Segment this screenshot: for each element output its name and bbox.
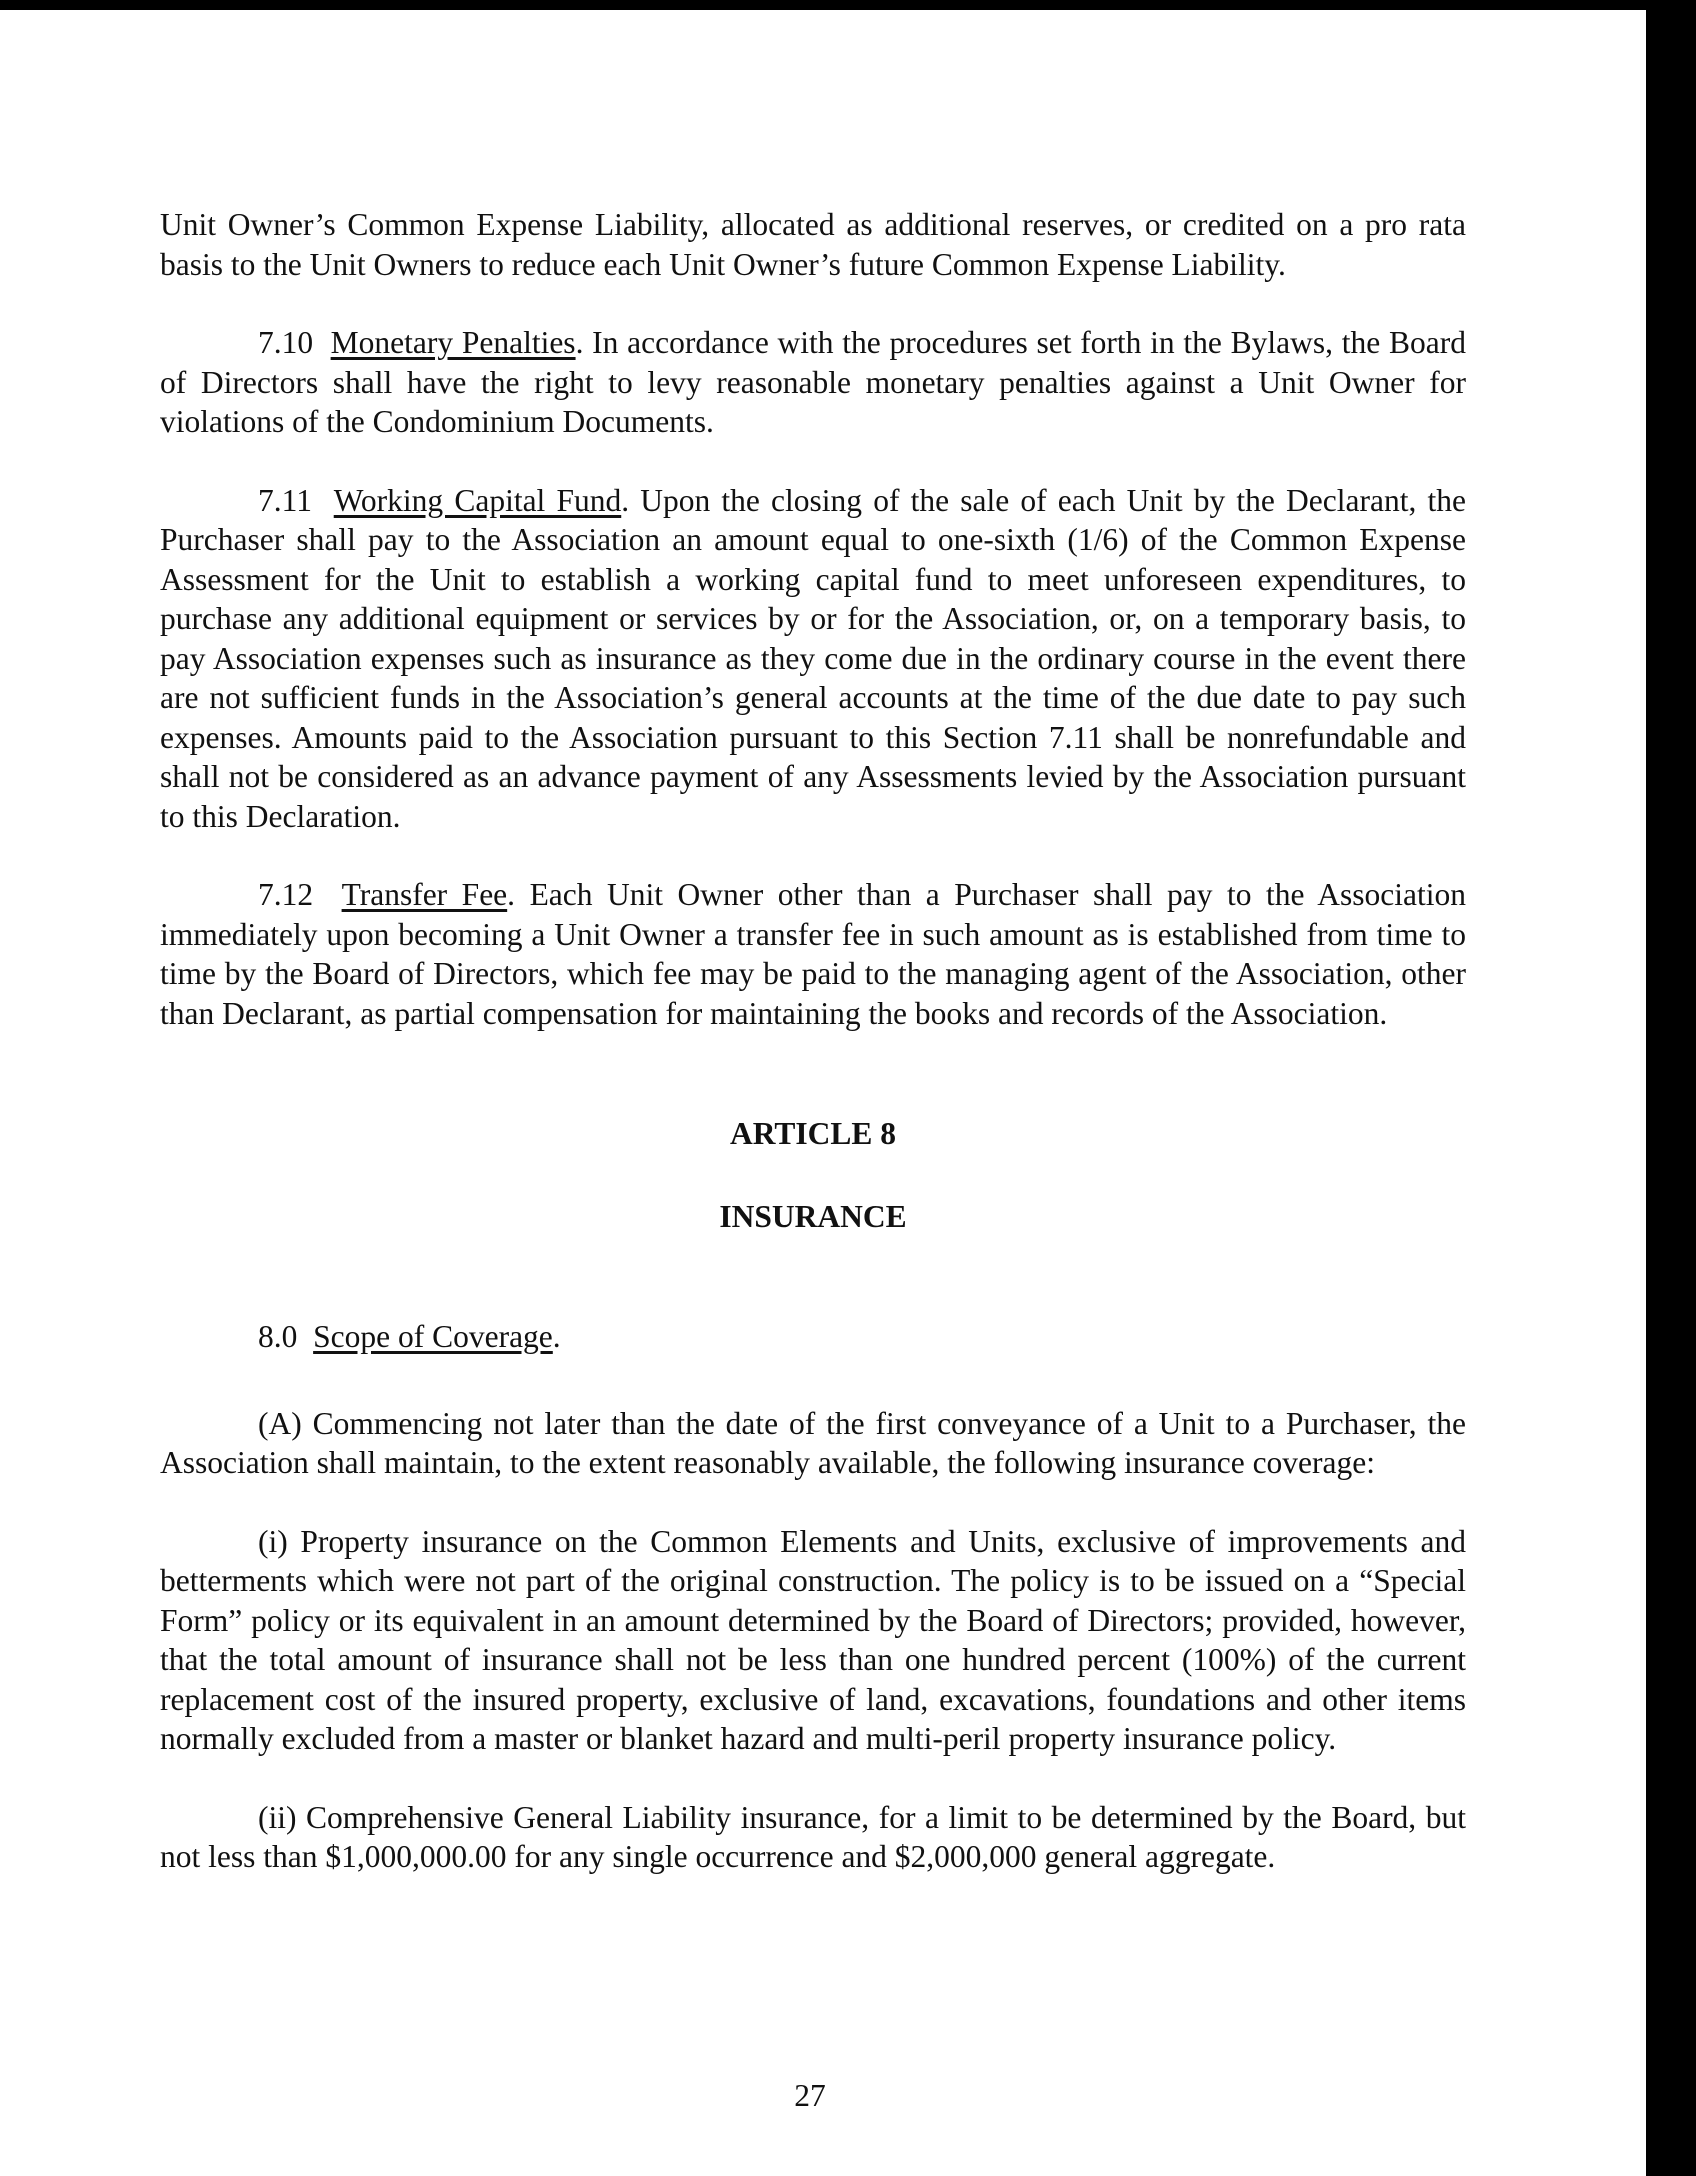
section-7-12 — [160, 875, 1466, 1033]
scan-top-border — [0, 0, 1696, 10]
subsection-a: (A) Commencing not later than the date of the first conveyance of a Unit to a Purchaser, the Association shall maintain, to the extent reasonably available, the following insurance coverage: — [160, 1405, 1466, 1480]
page-number: 27 — [794, 2078, 826, 2113]
section-title: Monetary Penalties — [330, 325, 576, 360]
scan-right-border — [1646, 0, 1696, 2176]
section-period: . — [552, 1319, 561, 1354]
section-title: Working Capital Fund — [333, 482, 622, 518]
section-body: . Upon the closing of the sale of each Unit by the Declarant, the Purchaser shall pay to the Association an amount equal to one-sixth (1/6) of the Common Expense Assessment for the Unit to establish a working capital fund to meet unforeseen expenditures, to purchase any additional equipment or services by or for the Association, or, on a temporary basis, to pay Association expenses such as insurance as they come due in the ordinary course in the event there are not sufficient funds in the Association’s general accounts at the time of the due date to pay such expenses. Amounts paid to the Association pursuant to this Section 7.11 shall be nonrefundable and shall not be considered as an advance payment of any Assessments levied by the Association pursuant to this Declaration. — [160, 482, 1466, 834]
article-heading: ARTICLE 8 — [729, 1116, 897, 1151]
section-title: Scope of Coverage — [313, 1319, 553, 1354]
section-8-0 — [160, 1317, 1466, 1357]
section-title: Transfer Fee — [341, 877, 508, 912]
section-body: . Each Unit Owner other than a Purchaser shall pay to the Association immediately upon becoming a Unit Owner a transfer fee in such amount as is established from time to time by the Board of Directors, which fee may be paid to the managing agent of the Association, other than Declarant, as partial compensation for maintaining the books and records of the Association. — [160, 877, 1466, 1031]
section-body: . In accordance with the procedures set forth in the Bylaws, the Board of Directors shall have the right to levy reasonable monetary penalties against a Unit Owner for violations of the Condominium Documents. — [160, 325, 1466, 439]
subsection-ii: (ii) Comprehensive General Liability insurance, for a limit to be determined by the Board, but not less than $1,000,000.00 for any single occurrence and $2,000,000 general aggregate. — [160, 1799, 1466, 1874]
subsection-i: (i) Property insurance on the Common Elements and Units, exclusive of improvements and betterments which were not part of the original construction. The policy is to be issued on a “Special Form” policy or its equivalent in an amount determined by the Board of Directors; provided, however, that the total amount of insurance shall not be less than one hundred percent (100%) of the current replacement cost of the insured property, exclusive of land, excavations, foundations and other items normally excluded from a master or blanket hazard and multi-peril property insurance policy. — [160, 1523, 1466, 1756]
document-page — [160, 205, 1466, 1916]
section-number: 7.11 — [258, 482, 312, 518]
section-number: 7.10 — [258, 325, 314, 360]
article-title: INSURANCE — [719, 1198, 907, 1234]
section-number: 7.12 — [258, 877, 314, 912]
section-7-10 — [160, 323, 1466, 442]
section-number: 8.0 — [258, 1319, 298, 1354]
section-7-11 — [160, 481, 1466, 837]
paragraph-continuation: Unit Owner’s Common Expense Liability, allocated as additional reserves, or credited on a pro rata basis to the Unit Owners to reduce each Unit Owner’s future Common Expense Liability. — [160, 207, 1466, 282]
